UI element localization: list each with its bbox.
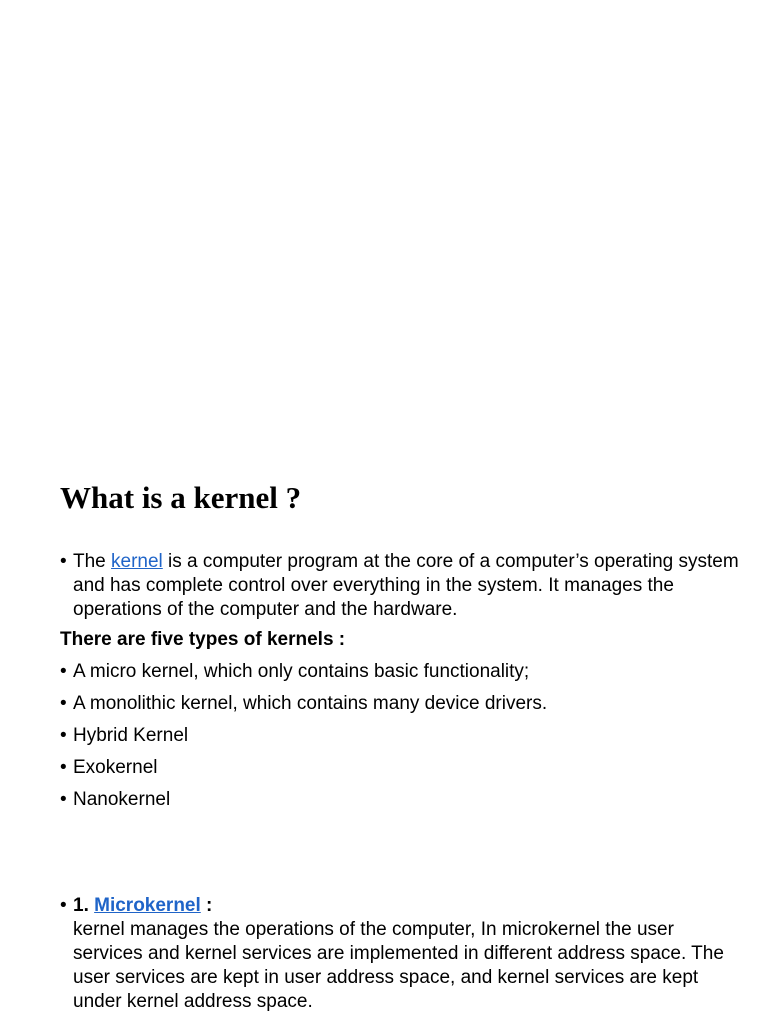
bullet-icon: • — [60, 551, 67, 572]
bullet-icon: • — [60, 661, 67, 682]
bullet-icon: • — [60, 789, 67, 810]
type-item-label: A monolithic kernel, which contains many device drivers. — [73, 693, 548, 714]
microkernel-colon: : — [200, 895, 213, 916]
type-item-hybrid — [60, 724, 740, 748]
type-item-nanokernel — [60, 788, 740, 812]
type-item-micro — [60, 660, 740, 684]
type-item-label: Hybrid Kernel — [73, 725, 189, 746]
type-item-exokernel — [60, 756, 740, 780]
slide-body — [60, 550, 740, 812]
intro-bullet — [60, 550, 740, 622]
bullet-icon: • — [60, 895, 67, 916]
slide-title: What is a kernel ? — [60, 480, 302, 515]
microkernel-bullet — [60, 894, 740, 1014]
microkernel-link[interactable]: Microkernel — [94, 895, 201, 916]
kernel-link[interactable]: kernel — [111, 551, 163, 572]
bullet-icon: • — [60, 725, 67, 746]
microkernel-section — [60, 894, 740, 1014]
type-item-monolithic — [60, 692, 740, 716]
microkernel-description: kernel manages the operations of the computer, In microkernel the user services and kernel services are implemented in different address space. The user services are kept in user address space, and kernel services are kept under kernel address space. — [73, 919, 724, 1012]
bullet-icon: • — [60, 757, 67, 778]
type-item-label: Nanokernel — [73, 789, 171, 810]
type-item-label: A micro kernel, which only contains basic functionality; — [73, 661, 530, 682]
type-item-label: Exokernel — [73, 757, 158, 778]
intro-text: is a computer program at the core of a computer’s operating system and has complete control over everything in the system. It manages the operations of the computer and the hardware. — [73, 551, 739, 620]
microkernel-number: 1. — [73, 895, 95, 916]
intro-prefix: The — [73, 551, 112, 572]
bullet-icon: • — [60, 693, 67, 714]
types-heading: There are five types of kernels : — [60, 629, 346, 650]
